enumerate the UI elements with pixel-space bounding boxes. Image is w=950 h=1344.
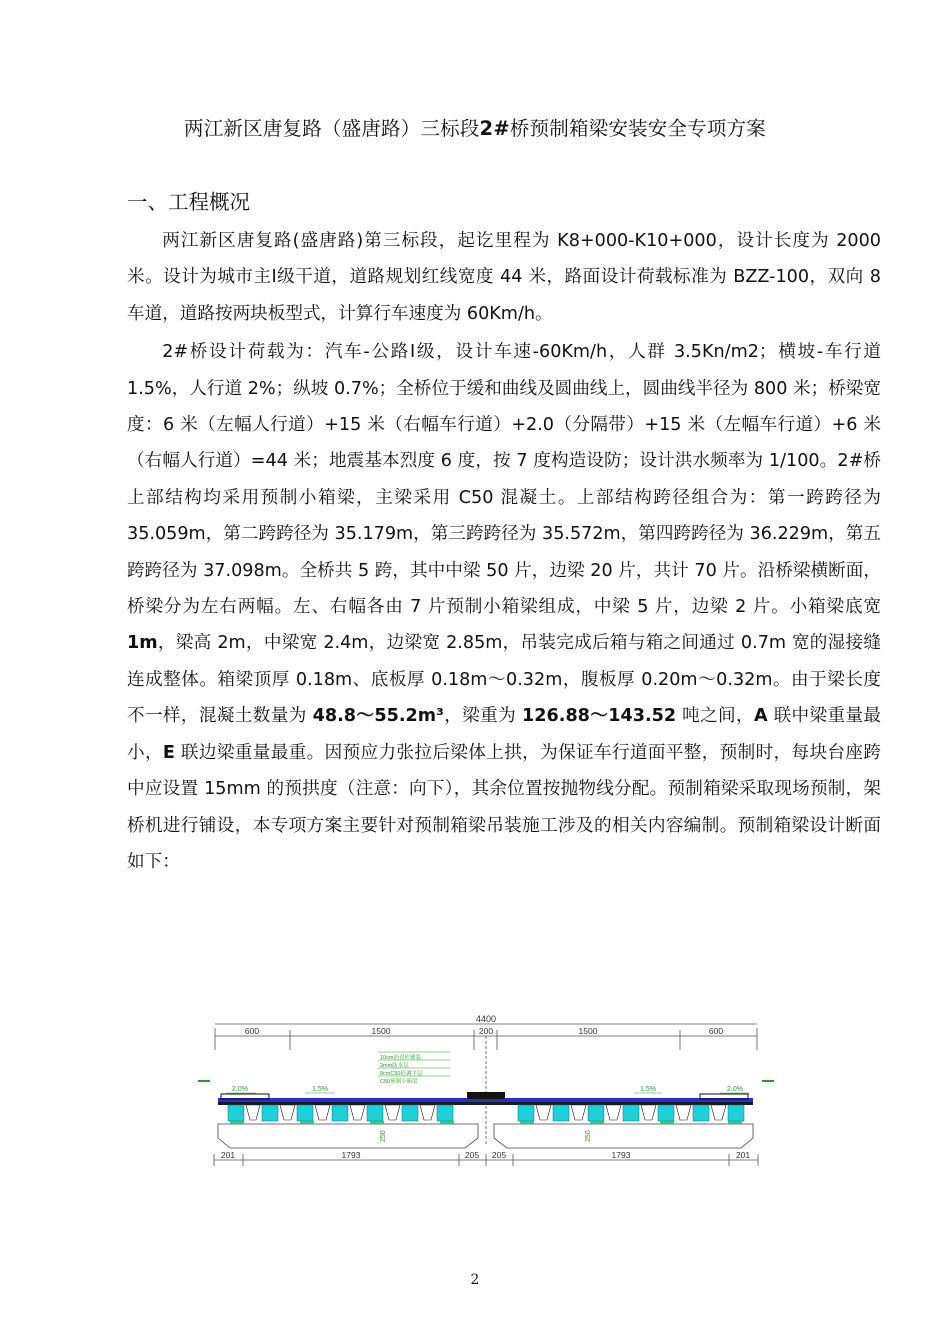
top-dim-label: 1500: [578, 1026, 598, 1036]
slope-label: 2.0%: [727, 1086, 743, 1093]
bridge-cross-section-figure: [195, 1008, 785, 1174]
title-text-end: 桥预制箱梁安装安全专项方案: [509, 117, 766, 140]
document-title: [0, 114, 950, 144]
height-label: 250: [380, 1130, 387, 1142]
slope-label: 1.5%: [640, 1086, 656, 1093]
bottom-dim-label: 205: [464, 1150, 480, 1160]
bottom-dim-label: 1793: [611, 1150, 631, 1160]
top-dim-label: 600: [708, 1026, 724, 1036]
total-width-label: 4400: [475, 1014, 497, 1024]
bottom-dim-label: 205: [491, 1150, 507, 1160]
layer-note: 2mm防水层: [380, 1063, 409, 1069]
layer-note: 10cm沥青砼铺装: [380, 1055, 421, 1061]
title-text-start: 两江新区唐复路（盛唐路）三标段: [184, 117, 480, 140]
page-number: 2: [470, 1272, 480, 1288]
bottom-dim-label: 201: [220, 1150, 236, 1160]
bottom-dim-label: 201: [735, 1150, 751, 1160]
paragraph-2: 2#桥设计荷载为：汽车-公路Ⅰ级，设计车速-60Km/h，人群 3.5Kn/m2；横坡-车行道 1.5%，人行道 2%；纵坡 0.7%；全桥位于缓和曲线及圆曲线上，圆曲线半径为 800 米；桥梁宽度：6 米（左幅人行道）+15 米（右幅车行道）+2.0（分隔带）+15 米（左幅车行道）+6 米（右幅人行道）=44 米；地震基本烈度 6 度，按 7 度构造设防；设计洪水频率为 1/100。2#桥上部结构均采用预制小箱梁，主梁采用 C50 混凝土。上部结构跨径组合为：第一跨跨径为 35.059m，第二跨跨径为 35.179m，第三跨跨径为 35.572m，第四跨跨径为 36.229m，第五跨跨径为 37.098m。全桥共 5 跨，其中中梁 50 片，边梁 20 片，共计 70 片。沿桥梁横断面，桥梁分为左右两幅。左、右幅各由 7 片预制小箱梁组成，中梁 5 片，边梁 2 片。小箱梁底宽 1m，梁高 2m，中梁宽 2.4m，边梁宽 2.85m，吊装完成后箱与箱之间通过 0.7m 宽的湿接缝连成整体。箱梁顶厚 0.18m、底板厚 0.18m～0.32m，腹板厚 0.20m～0.32m。由于梁长度不一样，混凝土数量为 48.8～55.2m³，梁重为 126.88～143.52 吨之间，A 联中梁重量最小，E 联边梁重量最重。因预应力张拉后梁体上拱，为保证车行道面平整，预制时，每块台座跨中应设置 15mm 的预拱度（注意：向下），其余位置按抛物线分配。预制箱梁采取现场预制，架桥机进行铺设，本专项方案主要针对预制箱梁吊装施工涉及的相关内容编制。预制箱梁设计断面如下：: [127, 342, 882, 872]
section-heading: 一、工程概况: [127, 190, 250, 214]
height-label: 250: [585, 1130, 592, 1142]
top-dim-label: 200: [478, 1026, 494, 1036]
slope-label: 2.0%: [232, 1086, 248, 1093]
body-text: [127, 223, 881, 880]
title-text-bold: 2#: [479, 117, 510, 140]
slope-label: 1.5%: [312, 1086, 328, 1093]
top-dim-label: 1500: [371, 1026, 391, 1036]
bottom-dim-label: 1793: [341, 1150, 361, 1160]
paragraph-1: 两江新区唐复路(盛唐路)第三标段，起讫里程为 K8+000-K10+000，设计长度为 2000 米。设计为城市主Ⅰ级干道，道路规划红线宽度 44 米，路面设计荷载标准为 BZZ-100，双向 8 车道，道路按两块板型式，计算行车速度为 60Km/h。: [127, 231, 881, 324]
layer-note: 8cmC50砼调平层: [380, 1071, 423, 1077]
layer-note: C50预制小箱梁: [380, 1079, 418, 1085]
top-dim-label: 600: [244, 1026, 260, 1036]
